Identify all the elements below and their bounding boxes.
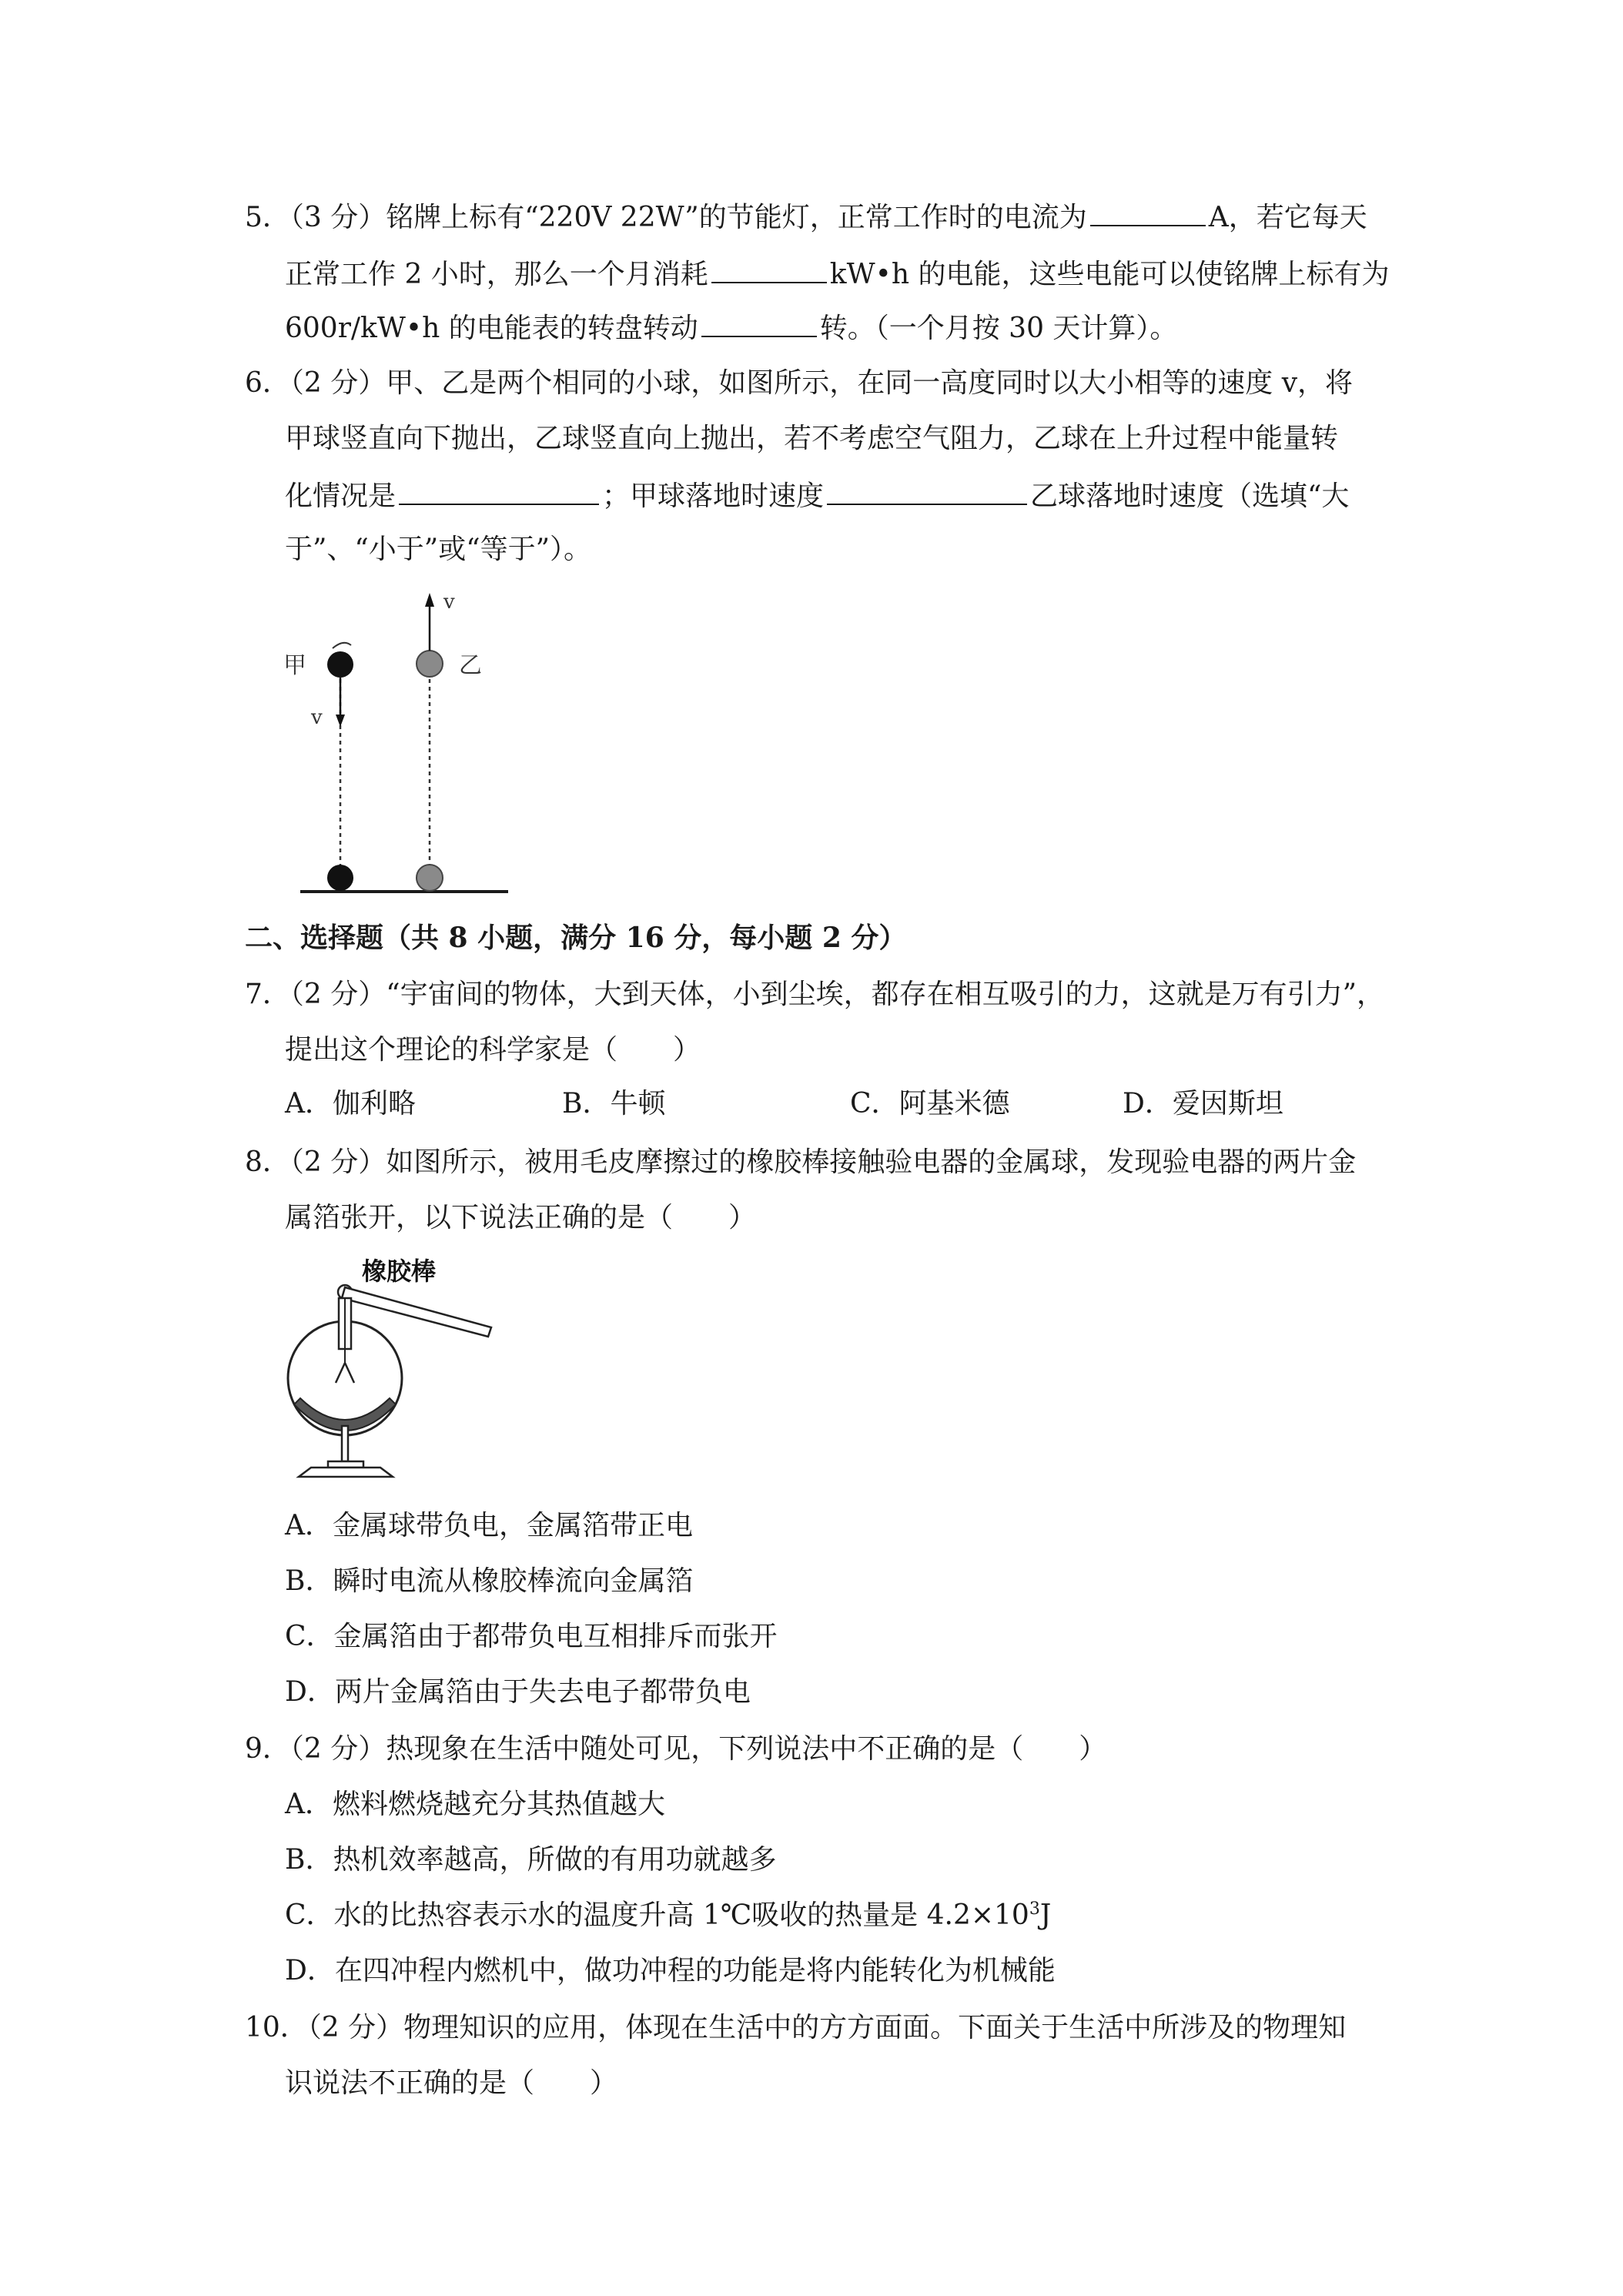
q5-blank-energy[interactable] (711, 256, 827, 283)
q9-line-1: 9．（2 分）热现象在生活中随处可见，下列说法中不正确的是（ ） (245, 1733, 1107, 1765)
q5-blank-current[interactable] (1090, 199, 1206, 226)
q5-line-3 (285, 310, 1177, 346)
ball-b-top (417, 651, 443, 677)
q9-option-c-unit: J (1039, 1899, 1052, 1931)
label-v-down: v (311, 706, 323, 729)
q7-option-d[interactable]: D．爱因斯坦 (1123, 1088, 1283, 1120)
q6-text-3b: ；甲球落地时速度 (602, 480, 825, 512)
q6-text-3c: 乙球落地时速度（选填“大 (1030, 480, 1350, 512)
q6-balls-figure (277, 585, 524, 901)
q9-option-c-text: C．水的比热容表示水的温度升高 1℃吸收的热量是 4.2×10 (285, 1899, 1029, 1931)
q10-line-1: 10．（2 分）物理知识的应用，体现在生活中的方方面面。下面关于生活中所涉及的物理知 (245, 2012, 1347, 2043)
q9-option-c[interactable] (285, 1899, 1051, 1933)
q9-option-d[interactable]: D．在四冲程内燃机中，做功冲程的功能是将内能转化为机械能 (285, 1955, 1056, 1986)
ball-a-bottom (327, 865, 353, 891)
q7-option-c[interactable]: C．阿基米德 (850, 1088, 1010, 1120)
q5-line-1 (245, 199, 1367, 235)
ball-b-velocity-arrowhead (425, 593, 434, 607)
rubber-rod-label: 橡胶棒 (362, 1257, 437, 1286)
q5-text-1a: 5．（3 分）铭牌上标有“220V 22W”的节能灯，正常工作时的电流为 (245, 202, 1087, 233)
q8-line-1: 8．（2 分）如图所示，被用毛皮摩擦过的橡胶棒接触验电器的金属球，发现验电器的两片金 (245, 1146, 1357, 1178)
electroscope-figure (277, 1247, 524, 1486)
q9-option-a[interactable]: A．燃料燃烧越充分其热值越大 (285, 1789, 665, 1820)
q10-line-2: 识说法不正确的是（ ） (285, 2067, 618, 2099)
ball-a-velocity-arrowhead (336, 715, 345, 727)
q8-option-d[interactable]: D．两片金属箔由于失去电子都带负电 (285, 1676, 751, 1708)
q9-option-b[interactable]: B．热机效率越高，所做的有用功就越多 (285, 1844, 777, 1876)
q6-line-1: 6．（2 分）甲、乙是两个相同的小球，如图所示，在同一高度同时以大小相等的速度 v，将 (245, 367, 1354, 399)
q5-line-2 (285, 256, 1389, 292)
ball-a-mark (333, 643, 351, 648)
label-ball-b: 乙 (459, 652, 482, 679)
q6-blank-speed-compare[interactable] (827, 477, 1027, 505)
q6-line-2: 甲球竖直向下抛出，乙球竖直向上抛出，若不考虑空气阻力，乙球在上升过程中能量转 (285, 423, 1339, 454)
q8-option-b[interactable]: B．瞬时电流从橡胶棒流向金属箔 (285, 1565, 694, 1597)
q5-text-2b: kW•h 的电能，这些电能可以使铭牌上标有为 (829, 259, 1390, 290)
q8-line-2: 属箔张开，以下说法正确的是（ ） (285, 1202, 757, 1233)
ball-a-top (327, 651, 353, 678)
ball-b-bottom (417, 865, 443, 891)
q6-text-3a: 化情况是 (285, 480, 397, 512)
q7-line-2: 提出这个理论的科学家是（ ） (285, 1034, 701, 1066)
stand-base (299, 1468, 393, 1477)
q8-option-c[interactable]: C．金属箔由于都带负电互相排斥而张开 (285, 1621, 778, 1652)
q5-text-2a: 正常工作 2 小时，那么一个月消耗 (285, 259, 708, 290)
q7-line-1: 7．（2 分）“宇宙间的物体，大到天体，小到尘埃，都存在相互吸引的力，这就是万有引力”， (245, 979, 1385, 1010)
q9-option-c-exponent: 3 (1029, 1899, 1040, 1919)
label-v-up: v (443, 591, 455, 614)
q5-text-1b: A，若它每天 (1208, 202, 1367, 233)
q7-option-b[interactable]: B．牛顿 (562, 1088, 666, 1120)
q6-blank-energy-conversion[interactable] (399, 477, 599, 505)
stand-post (342, 1426, 348, 1461)
q5-text-3b: 转。（一个月按 30 天计算）。 (819, 313, 1178, 344)
q7-option-a[interactable]: A．伽利略 (285, 1088, 416, 1120)
q8-option-a[interactable]: A．金属球带负电，金属箔带正电 (285, 1510, 693, 1541)
q5-text-3a: 600r/kW•h 的电能表的转盘转动 (285, 313, 698, 344)
q6-line-4: 于”、“小于”或“等于”）。 (285, 534, 592, 565)
q5-blank-revolutions[interactable] (701, 310, 817, 337)
label-ball-a: 甲 (283, 652, 306, 679)
section-2-title: 二、选择题（共 8 小题，满分 16 分，每小题 2 分） (245, 922, 907, 954)
q6-line-3 (285, 477, 1349, 514)
